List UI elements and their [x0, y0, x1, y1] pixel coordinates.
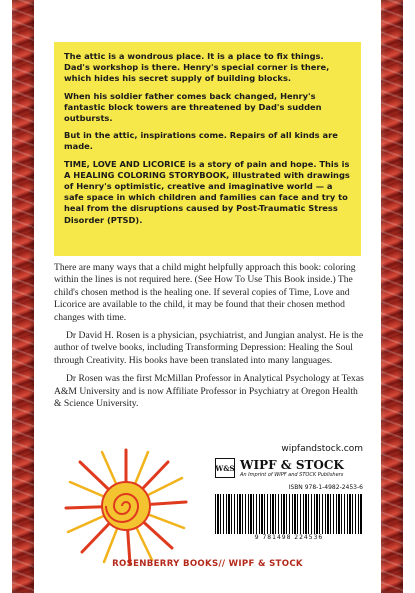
wipf-stock-logo-icon: W&S	[215, 458, 235, 478]
blurb-paragraph: When his soldier father comes back changed, Henry's fantastic block towers are threatened by Dad's sudden outbursts.	[64, 90, 322, 124]
imprint-footer: ROSENBERRY BOOKS// WIPF & STOCK	[112, 559, 303, 569]
licorice-rope-right	[381, 0, 403, 593]
sun-illustration	[60, 444, 192, 568]
publisher-subtitle: An Imprint of WIPF and STOCK Publishers	[240, 472, 344, 478]
barcode-number: 9 781498 224536	[254, 534, 324, 541]
publisher-block	[215, 444, 363, 541]
publisher-logo	[215, 458, 363, 478]
publisher-url[interactable]: wipfandstock.com	[281, 444, 363, 454]
barcode	[215, 494, 363, 534]
blurb-paragraph: TIME, LOVE AND LICORICE is a story of pain and hope. This is A HEALING COLORING STORYBOOK, illustrated with drawings of Henry's optimistic, creative and imaginative world — a safe space in which children and families can face and try to heal from the disruptions caused by Post-Traumatic Stress Disorder (PTSD).	[64, 158, 350, 225]
description	[54, 262, 366, 416]
isbn: ISBN 978-1-4982-2453-6	[288, 484, 363, 491]
publisher-name: WIPF & STOCK	[240, 458, 344, 472]
licorice-rope-left	[12, 0, 34, 593]
description-paragraph: There are many ways that a child might helpfully approach this book: coloring within the lines is not required here. (See How To Use This Book inside.) The child's chosen method is the healing one. If several copies of Time, Love and Licorice are available to the child, it may be found that their chosen method changes with time.	[54, 262, 356, 323]
blurb-box	[54, 42, 361, 256]
blurb-paragraph: But in the attic, inspirations come. Repairs of all kinds are made.	[64, 130, 338, 152]
blurb-paragraph: The attic is a wondrous place. It is a place to fix things. Dad's workshop is there. Henry's special corner is there, which hides his secret supply of building blocks.	[64, 51, 330, 84]
author-position: Dr Rosen was the first McMillan Professor in Analytical Psychology at Texas A&M University and is now Affiliate Professor in Psychiatry at Oregon Health & Science University.	[54, 373, 364, 410]
author-bio: Dr David H. Rosen is a physician, psychiatrist, and Jungian analyst. He is the author of twelve books, including Transforming Depression: Healing the Soul through Creativity. His books have been translated into many languages.	[54, 330, 364, 366]
